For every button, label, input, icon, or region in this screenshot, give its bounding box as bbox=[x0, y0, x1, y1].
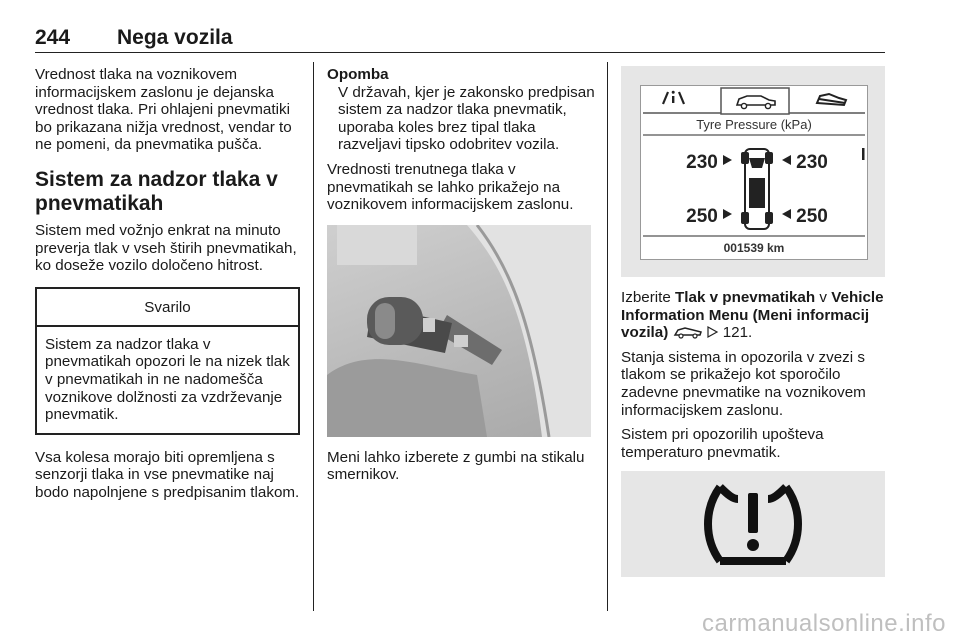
section-heading: Sistem za nadzor tlaka v pnevmatikah bbox=[35, 167, 278, 215]
status-paragraph: Stanja sistema in opozorila v zvezi s tlakom se prikažejo kot sporočilo zadevne pnevmatike na voznikovem informacijskem zaslonu. bbox=[621, 348, 866, 419]
column-3 bbox=[621, 66, 887, 577]
note-body: V državah, kjer je zakonsko predpisan sistem za nadzor tlaka pnevmatik, uporaba koles brez tipal tlaka razveljavi tipsko odobritev vozila. bbox=[338, 83, 595, 154]
watermark: carmanualsonline.info bbox=[702, 610, 946, 637]
car-top-view-icon bbox=[741, 149, 773, 229]
display-paragraph: Vrednosti trenutnega tlaka v pnevmatikah se lahko prikažejo na voznikovem informacijskem zaslonu. bbox=[327, 160, 574, 214]
tpms-warning-icon bbox=[698, 479, 808, 569]
odometer-reading: 001539 km bbox=[723, 241, 785, 255]
tyre-warning-icon bbox=[663, 91, 684, 104]
warning-box bbox=[35, 287, 300, 435]
warning-title: Svarilo bbox=[37, 289, 298, 327]
car-menu-icon bbox=[673, 325, 707, 339]
temperature-paragraph: Sistem pri opozorilih upošteva temperaturo pnevmatik. bbox=[621, 426, 824, 461]
select-instruction: Izberite Tlak v pnevmatikah v Vehicle Information Menu (Meni informacij vozila) 121. bbox=[621, 289, 884, 342]
intro-paragraph: Vrednost tlaka na voznikovem informacijskem zaslonu je dejanska vrednost tlaka. Pri ohlajeni pnevmatiki bo prikazana nižja vrednost, vendar to ne pomeni, da pnevmatika pušča. bbox=[35, 66, 292, 154]
column-divider bbox=[313, 62, 314, 611]
front-left-pressure: 230 bbox=[686, 152, 718, 173]
tyre-pressure-display-illustration bbox=[621, 66, 885, 277]
page-title: Nega vozila bbox=[117, 26, 233, 49]
rear-left-pressure: 250 bbox=[686, 206, 718, 227]
sensor-paragraph: Vsa kolesa morajo biti opremljena s senzorji tlaka in vse pnevmatike naj bodo napolnjene s predpisanim tlakom. bbox=[35, 448, 300, 501]
turn-signal-stalk-photo bbox=[327, 225, 591, 437]
warning-body: Sistem za nadzor tlaka v pnevmatikah opozori le na nizek tlak v pnevmatikah in ne nadomešča voznikove dolžnosti za vzdrževanje pnevmatik. bbox=[45, 335, 290, 424]
column-2 bbox=[327, 66, 595, 484]
page-header bbox=[35, 26, 885, 53]
car-settings-icon bbox=[817, 94, 846, 105]
page-number: 244 bbox=[35, 26, 71, 49]
column-1 bbox=[35, 66, 300, 502]
system-paragraph: Sistem med vožnjo enkrat na minuto preverja tlak v vseh štirih pnevmatikah, ko doseže vozilo določeno hitrost. bbox=[35, 221, 297, 275]
display-title: Tyre Pressure (kPa) bbox=[696, 117, 812, 132]
stalk-paragraph: Meni lahko izberete z gumbi na stikalu smernikov. bbox=[327, 448, 585, 484]
front-right-pressure: 230 bbox=[796, 152, 828, 173]
driver-info-screen bbox=[640, 85, 868, 260]
tpms-warning-symbol bbox=[621, 471, 885, 577]
rear-right-pressure: 250 bbox=[796, 206, 828, 227]
page-reference-arrow-icon bbox=[707, 325, 719, 339]
column-divider bbox=[607, 62, 608, 611]
note-title: Opomba bbox=[327, 66, 389, 83]
